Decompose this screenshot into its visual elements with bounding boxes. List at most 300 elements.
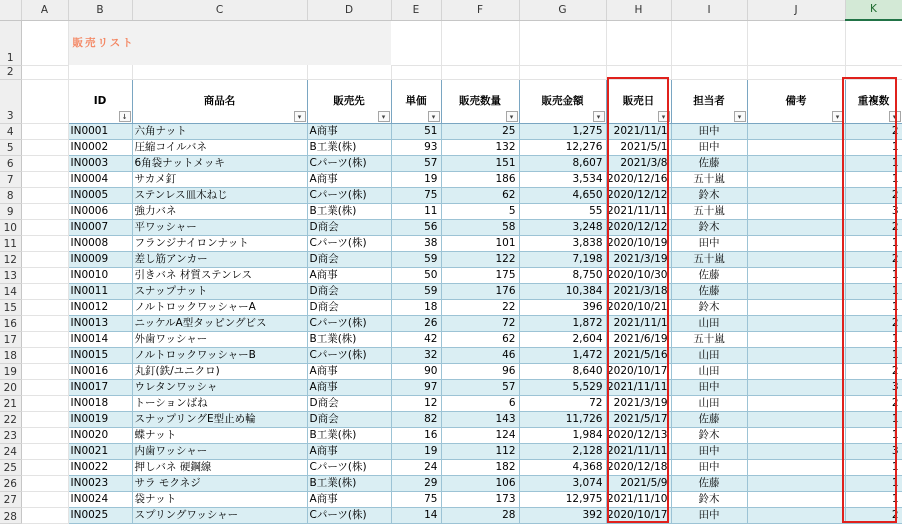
cell-unit-price[interactable]: 50: [391, 267, 441, 283]
cell-sale-date[interactable]: 2020/12/12: [606, 219, 671, 235]
cell-customer[interactable]: A商事: [307, 123, 391, 139]
cell-id[interactable]: IN0019: [68, 411, 132, 427]
cell-id[interactable]: IN0006: [68, 203, 132, 219]
filter-dropdown-button[interactable]: ▾: [506, 111, 518, 122]
cell-sale-date[interactable]: 2021/5/16: [606, 347, 671, 363]
cell-empty[interactable]: [21, 203, 68, 219]
cell-staff[interactable]: 山田: [671, 315, 747, 331]
cell-unit-price[interactable]: 38: [391, 235, 441, 251]
cell-customer[interactable]: Cパーツ(株): [307, 347, 391, 363]
cell-staff[interactable]: 五十嵐: [671, 203, 747, 219]
cell-empty[interactable]: [21, 331, 68, 347]
cell-staff[interactable]: 五十嵐: [671, 331, 747, 347]
cell-product[interactable]: サカメ釘: [132, 171, 307, 187]
cell-quantity[interactable]: 101: [441, 235, 519, 251]
column-header-f[interactable]: F: [441, 0, 519, 20]
cell-amount[interactable]: 1,872: [519, 315, 606, 331]
cell-note[interactable]: [747, 475, 845, 491]
cell-unit-price[interactable]: 42: [391, 331, 441, 347]
cell-customer[interactable]: A商事: [307, 267, 391, 283]
cell-staff[interactable]: 鈴木: [671, 219, 747, 235]
cell-quantity[interactable]: 176: [441, 283, 519, 299]
cell-staff[interactable]: 田中: [671, 235, 747, 251]
cell-unit-price[interactable]: 82: [391, 411, 441, 427]
cell-staff[interactable]: 鈴木: [671, 491, 747, 507]
cell-empty[interactable]: [21, 507, 68, 523]
cell-empty[interactable]: [21, 299, 68, 315]
header-sale-date[interactable]: 販売日 ▾: [606, 79, 671, 123]
cell-customer[interactable]: D商会: [307, 299, 391, 315]
cell-note[interactable]: [747, 299, 845, 315]
filter-dropdown-button[interactable]: ▾: [428, 111, 440, 122]
column-header-e[interactable]: E: [391, 0, 441, 20]
cell-id[interactable]: IN0023: [68, 475, 132, 491]
row-header[interactable]: 21: [0, 395, 21, 411]
cell-amount[interactable]: 12,276: [519, 139, 606, 155]
cell-sale-date[interactable]: 2020/10/19: [606, 235, 671, 251]
cell-amount[interactable]: 3,248: [519, 219, 606, 235]
cell-product[interactable]: 蝶ナット: [132, 427, 307, 443]
cell-amount[interactable]: 8,750: [519, 267, 606, 283]
cell-quantity[interactable]: 173: [441, 491, 519, 507]
cell-customer[interactable]: Cパーツ(株): [307, 459, 391, 475]
cell-amount[interactable]: 8,607: [519, 155, 606, 171]
row-header[interactable]: 10: [0, 219, 21, 235]
cell-id[interactable]: IN0011: [68, 283, 132, 299]
cell-duplicate-count[interactable]: 1: [845, 411, 902, 427]
cell-customer[interactable]: A商事: [307, 171, 391, 187]
cell-quantity[interactable]: 143: [441, 411, 519, 427]
cell-product[interactable]: 6角袋ナットメッキ: [132, 155, 307, 171]
filter-dropdown-button[interactable]: ▾: [378, 111, 390, 122]
cell-empty[interactable]: [21, 155, 68, 171]
cell-quantity[interactable]: 62: [441, 187, 519, 203]
cell-quantity[interactable]: 46: [441, 347, 519, 363]
cell-product[interactable]: スナップナット: [132, 283, 307, 299]
cell-quantity[interactable]: 6: [441, 395, 519, 411]
cell-product[interactable]: 押しバネ 硬鋼線: [132, 459, 307, 475]
cell-sale-date[interactable]: 2021/3/18: [606, 283, 671, 299]
cell-quantity[interactable]: 72: [441, 315, 519, 331]
cell-id[interactable]: IN0005: [68, 187, 132, 203]
cell-id[interactable]: IN0002: [68, 139, 132, 155]
cell-id[interactable]: IN0024: [68, 491, 132, 507]
cell-amount[interactable]: 8,640: [519, 363, 606, 379]
row-header[interactable]: 26: [0, 475, 21, 491]
cell-duplicate-count[interactable]: 2: [845, 187, 902, 203]
cell-sale-date[interactable]: 2021/3/8: [606, 155, 671, 171]
column-header-k[interactable]: K: [845, 0, 902, 20]
cell-quantity[interactable]: 28: [441, 507, 519, 523]
cell-duplicate-count[interactable]: 3: [845, 203, 902, 219]
cell-amount[interactable]: 3,534: [519, 171, 606, 187]
cell-note[interactable]: [747, 507, 845, 523]
cell-note[interactable]: [747, 347, 845, 363]
cell-empty[interactable]: [21, 459, 68, 475]
cell-quantity[interactable]: 57: [441, 379, 519, 395]
header-id[interactable]: ID ↓: [68, 79, 132, 123]
cell-staff[interactable]: 田中: [671, 123, 747, 139]
cell-empty[interactable]: [21, 363, 68, 379]
cell-product[interactable]: 丸釘(鉄/ユニクロ): [132, 363, 307, 379]
cell-sale-date[interactable]: 2020/10/17: [606, 507, 671, 523]
cell-product[interactable]: 袋ナット: [132, 491, 307, 507]
cell-id[interactable]: IN0013: [68, 315, 132, 331]
cell-unit-price[interactable]: 97: [391, 379, 441, 395]
cell-sale-date[interactable]: 2021/5/17: [606, 411, 671, 427]
cell-amount[interactable]: 1,984: [519, 427, 606, 443]
cell-duplicate-count[interactable]: 1: [845, 459, 902, 475]
cell-empty[interactable]: [21, 395, 68, 411]
cell-empty[interactable]: [21, 315, 68, 331]
row-header[interactable]: 5: [0, 139, 21, 155]
cell-note[interactable]: [747, 219, 845, 235]
cell-duplicate-count[interactable]: 1: [845, 283, 902, 299]
cell-note[interactable]: [747, 427, 845, 443]
cell-sale-date[interactable]: 2020/12/16: [606, 171, 671, 187]
cell-product[interactable]: フランジナイロンナット: [132, 235, 307, 251]
cell-duplicate-count[interactable]: 1: [845, 331, 902, 347]
cell-quantity[interactable]: 151: [441, 155, 519, 171]
cell-unit-price[interactable]: 19: [391, 443, 441, 459]
cell-amount[interactable]: 4,650: [519, 187, 606, 203]
cell-id[interactable]: IN0025: [68, 507, 132, 523]
cell-id[interactable]: IN0009: [68, 251, 132, 267]
cell-customer[interactable]: D商会: [307, 251, 391, 267]
row-header[interactable]: 23: [0, 427, 21, 443]
cell-unit-price[interactable]: 57: [391, 155, 441, 171]
cell-staff[interactable]: 田中: [671, 459, 747, 475]
cell-unit-price[interactable]: 59: [391, 251, 441, 267]
cell-unit-price[interactable]: 90: [391, 363, 441, 379]
cell-product[interactable]: ノルトロックワッシャーB: [132, 347, 307, 363]
cell-note[interactable]: [747, 203, 845, 219]
cell-note[interactable]: [747, 379, 845, 395]
cell-id[interactable]: IN0016: [68, 363, 132, 379]
row-header[interactable]: 9: [0, 203, 21, 219]
cell-duplicate-count[interactable]: 2: [845, 395, 902, 411]
cell-duplicate-count[interactable]: 1: [845, 139, 902, 155]
cell-amount[interactable]: 3,838: [519, 235, 606, 251]
cell-quantity[interactable]: 124: [441, 427, 519, 443]
row-header[interactable]: 7: [0, 171, 21, 187]
cell-id[interactable]: IN0015: [68, 347, 132, 363]
cell-staff[interactable]: 鈴木: [671, 187, 747, 203]
cell-product[interactable]: スプリングワッシャー: [132, 507, 307, 523]
cell-sale-date[interactable]: 2021/5/9: [606, 475, 671, 491]
cell-empty[interactable]: [21, 443, 68, 459]
cell-amount[interactable]: 396: [519, 299, 606, 315]
cell-duplicate-count[interactable]: 2: [845, 315, 902, 331]
filter-sort-button[interactable]: ↓: [119, 111, 131, 122]
cell-quantity[interactable]: 96: [441, 363, 519, 379]
cell-quantity[interactable]: 186: [441, 171, 519, 187]
cell-unit-price[interactable]: 51: [391, 123, 441, 139]
cell-amount[interactable]: 4,368: [519, 459, 606, 475]
cell-duplicate-count[interactable]: 3: [845, 443, 902, 459]
cell-quantity[interactable]: 175: [441, 267, 519, 283]
cell-note[interactable]: [747, 187, 845, 203]
cell-id[interactable]: IN0003: [68, 155, 132, 171]
cell-unit-price[interactable]: 16: [391, 427, 441, 443]
cell-id[interactable]: IN0014: [68, 331, 132, 347]
cell-staff[interactable]: 田中: [671, 379, 747, 395]
cell-product[interactable]: 平ワッシャー: [132, 219, 307, 235]
cell-quantity[interactable]: 5: [441, 203, 519, 219]
row-header[interactable]: 13: [0, 267, 21, 283]
filter-dropdown-button[interactable]: ▾: [889, 111, 901, 122]
column-header-d[interactable]: D: [307, 0, 391, 20]
row-header[interactable]: 28: [0, 507, 21, 523]
cell-unit-price[interactable]: 12: [391, 395, 441, 411]
row-header[interactable]: 22: [0, 411, 21, 427]
cell-staff[interactable]: 山田: [671, 363, 747, 379]
cell-duplicate-count[interactable]: 2: [845, 219, 902, 235]
cell-unit-price[interactable]: 75: [391, 187, 441, 203]
cell-unit-price[interactable]: 19: [391, 171, 441, 187]
cell-amount[interactable]: 1,472: [519, 347, 606, 363]
column-header-b[interactable]: B: [68, 0, 132, 20]
cell-customer[interactable]: D商会: [307, 283, 391, 299]
cell-empty[interactable]: [21, 347, 68, 363]
filter-dropdown-button[interactable]: ▾: [734, 111, 746, 122]
cell-id[interactable]: IN0007: [68, 219, 132, 235]
cell-quantity[interactable]: 132: [441, 139, 519, 155]
cell-staff[interactable]: 佐藤: [671, 283, 747, 299]
cell-product[interactable]: トーションばね: [132, 395, 307, 411]
cell-staff[interactable]: 田中: [671, 507, 747, 523]
cell-unit-price[interactable]: 24: [391, 459, 441, 475]
row-header[interactable]: 15: [0, 299, 21, 315]
row-header[interactable]: 11: [0, 235, 21, 251]
cell-empty[interactable]: [21, 171, 68, 187]
cell-sale-date[interactable]: 2020/10/30: [606, 267, 671, 283]
header-note[interactable]: 備考 ▾: [747, 79, 845, 123]
cell-duplicate-count[interactable]: 2: [845, 123, 902, 139]
column-header-g[interactable]: G: [519, 0, 606, 20]
cell-staff[interactable]: 田中: [671, 443, 747, 459]
cell-amount[interactable]: 7,198: [519, 251, 606, 267]
cell-empty[interactable]: [21, 139, 68, 155]
cell-duplicate-count[interactable]: 1: [845, 347, 902, 363]
cell-empty[interactable]: [21, 267, 68, 283]
cell-product[interactable]: 外歯ワッシャー: [132, 331, 307, 347]
cell-staff[interactable]: 佐藤: [671, 475, 747, 491]
header-duplicate-count[interactable]: 重複数 ▾: [845, 79, 902, 123]
cell-duplicate-count[interactable]: 1: [845, 299, 902, 315]
cell-staff[interactable]: 山田: [671, 395, 747, 411]
column-header-h[interactable]: H: [606, 0, 671, 20]
cell-amount[interactable]: 72: [519, 395, 606, 411]
column-header-i[interactable]: I: [671, 0, 747, 20]
cell-customer[interactable]: B工業(株): [307, 427, 391, 443]
cell-product[interactable]: 六角ナット: [132, 123, 307, 139]
cell-duplicate-count[interactable]: 1: [845, 235, 902, 251]
cell-id[interactable]: IN0012: [68, 299, 132, 315]
cell-duplicate-count[interactable]: 1: [845, 427, 902, 443]
cell-customer[interactable]: Cパーツ(株): [307, 187, 391, 203]
cell-empty[interactable]: [21, 187, 68, 203]
cell-quantity[interactable]: 122: [441, 251, 519, 267]
cell-id[interactable]: IN0008: [68, 235, 132, 251]
cell-customer[interactable]: B工業(株): [307, 331, 391, 347]
row-header[interactable]: 6: [0, 155, 21, 171]
row-header[interactable]: 24: [0, 443, 21, 459]
cell-quantity[interactable]: 106: [441, 475, 519, 491]
cell-unit-price[interactable]: 14: [391, 507, 441, 523]
cell-unit-price[interactable]: 11: [391, 203, 441, 219]
cell-amount[interactable]: 55: [519, 203, 606, 219]
cell-sale-date[interactable]: 2020/10/21: [606, 299, 671, 315]
cell-duplicate-count[interactable]: 1: [845, 267, 902, 283]
cell-note[interactable]: [747, 235, 845, 251]
cell-customer[interactable]: Cパーツ(株): [307, 235, 391, 251]
cell-customer[interactable]: D商会: [307, 219, 391, 235]
cell-quantity[interactable]: 22: [441, 299, 519, 315]
cell-unit-price[interactable]: 56: [391, 219, 441, 235]
filter-dropdown-button[interactable]: ▾: [294, 111, 306, 122]
header-staff[interactable]: 担当者 ▾: [671, 79, 747, 123]
cell-customer[interactable]: D商会: [307, 411, 391, 427]
cell-staff[interactable]: 鈴木: [671, 299, 747, 315]
cell-sale-date[interactable]: 2021/11/1: [606, 315, 671, 331]
cell-sale-date[interactable]: 2020/12/12: [606, 187, 671, 203]
cell-quantity[interactable]: 25: [441, 123, 519, 139]
cell-unit-price[interactable]: 59: [391, 283, 441, 299]
cell-note[interactable]: [747, 251, 845, 267]
cell-sale-date[interactable]: 2021/11/11: [606, 203, 671, 219]
cell-empty[interactable]: [21, 491, 68, 507]
header-quantity[interactable]: 販売数量 ▾: [441, 79, 519, 123]
row-header[interactable]: 19: [0, 363, 21, 379]
cell-staff[interactable]: 田中: [671, 139, 747, 155]
cell-amount[interactable]: 3,074: [519, 475, 606, 491]
filter-dropdown-button[interactable]: ▾: [832, 111, 844, 122]
cell-staff[interactable]: 鈴木: [671, 427, 747, 443]
cell-sale-date[interactable]: 2020/12/13: [606, 427, 671, 443]
cell-duplicate-count[interactable]: 2: [845, 363, 902, 379]
cell-sale-date[interactable]: 2021/11/11: [606, 379, 671, 395]
cell-customer[interactable]: D商会: [307, 395, 391, 411]
cell-note[interactable]: [747, 171, 845, 187]
cell-sale-date[interactable]: 2021/11/11: [606, 443, 671, 459]
cell-empty[interactable]: [21, 219, 68, 235]
cell-unit-price[interactable]: 29: [391, 475, 441, 491]
cell-empty[interactable]: [21, 379, 68, 395]
cell-product[interactable]: ニッケルA型タッピングビス: [132, 315, 307, 331]
cell-note[interactable]: [747, 411, 845, 427]
cell-product[interactable]: ノルトロックワッシャーA: [132, 299, 307, 315]
row-header[interactable]: 14: [0, 283, 21, 299]
cell-id[interactable]: IN0022: [68, 459, 132, 475]
cell-id[interactable]: IN0018: [68, 395, 132, 411]
cell-quantity[interactable]: 62: [441, 331, 519, 347]
cell-duplicate-count[interactable]: 1: [845, 155, 902, 171]
cell-customer[interactable]: A商事: [307, 363, 391, 379]
cell-amount[interactable]: 10,384: [519, 283, 606, 299]
cell-id[interactable]: IN0010: [68, 267, 132, 283]
row-header[interactable]: 18: [0, 347, 21, 363]
cell-product[interactable]: ステンレス皿木ねじ: [132, 187, 307, 203]
cell-amount[interactable]: 392: [519, 507, 606, 523]
cell-amount[interactable]: 2,128: [519, 443, 606, 459]
cell-product[interactable]: 引きバネ 材質ステンレス: [132, 267, 307, 283]
cell-empty[interactable]: [21, 235, 68, 251]
cell-sale-date[interactable]: 2020/12/18: [606, 459, 671, 475]
cell-note[interactable]: [747, 459, 845, 475]
cell-quantity[interactable]: 58: [441, 219, 519, 235]
cell-note[interactable]: [747, 155, 845, 171]
row-header[interactable]: 12: [0, 251, 21, 267]
cell-amount[interactable]: 2,604: [519, 331, 606, 347]
header-customer[interactable]: 販売先 ▾: [307, 79, 391, 123]
cell-empty[interactable]: [21, 283, 68, 299]
row-header[interactable]: 27: [0, 491, 21, 507]
cell-id[interactable]: IN0001: [68, 123, 132, 139]
cell-product[interactable]: 圧縮コイルバネ: [132, 139, 307, 155]
column-header-c[interactable]: C: [132, 0, 307, 20]
cell-staff[interactable]: 佐藤: [671, 411, 747, 427]
cell-duplicate-count[interactable]: 1: [845, 475, 902, 491]
cell-product[interactable]: 内歯ワッシャー: [132, 443, 307, 459]
cell-id[interactable]: IN0021: [68, 443, 132, 459]
cell-amount[interactable]: 11,726: [519, 411, 606, 427]
cell-id[interactable]: IN0004: [68, 171, 132, 187]
cell-note[interactable]: [747, 363, 845, 379]
cell-note[interactable]: [747, 395, 845, 411]
cell-duplicate-count[interactable]: 1: [845, 171, 902, 187]
cell-sale-date[interactable]: 2021/6/19: [606, 331, 671, 347]
cell-product[interactable]: ウレタンワッシャ: [132, 379, 307, 395]
row-header[interactable]: 20: [0, 379, 21, 395]
cell-note[interactable]: [747, 443, 845, 459]
cell-product[interactable]: スナップリングE型止め輪: [132, 411, 307, 427]
cell-customer[interactable]: B工業(株): [307, 203, 391, 219]
cell-empty[interactable]: [21, 123, 68, 139]
row-header[interactable]: 16: [0, 315, 21, 331]
header-unit-price[interactable]: 単価 ▾: [391, 79, 441, 123]
cell-id[interactable]: IN0020: [68, 427, 132, 443]
cell-product[interactable]: 強力バネ: [132, 203, 307, 219]
sheet-title[interactable]: 販売リスト: [68, 20, 391, 65]
row-header[interactable]: 8: [0, 187, 21, 203]
cell-sale-date[interactable]: 2020/10/17: [606, 363, 671, 379]
cell-note[interactable]: [747, 315, 845, 331]
cell-duplicate-count[interactable]: 1: [845, 491, 902, 507]
cell-amount[interactable]: 12,975: [519, 491, 606, 507]
cell-staff[interactable]: 五十嵐: [671, 171, 747, 187]
cell-staff[interactable]: 五十嵐: [671, 251, 747, 267]
header-product[interactable]: 商品名 ▾: [132, 79, 307, 123]
cell-customer[interactable]: B工業(株): [307, 475, 391, 491]
cell-sale-date[interactable]: 2021/11/10: [606, 491, 671, 507]
cell-customer[interactable]: Cパーツ(株): [307, 507, 391, 523]
cell-sale-date[interactable]: 2021/11/1: [606, 123, 671, 139]
column-header-a[interactable]: A: [21, 0, 68, 20]
cell-staff[interactable]: 佐藤: [671, 155, 747, 171]
cell-product[interactable]: サラ モクネジ: [132, 475, 307, 491]
filter-dropdown-button[interactable]: ▾: [658, 111, 670, 122]
cell-empty[interactable]: [21, 251, 68, 267]
cell-sale-date[interactable]: 2021/3/19: [606, 251, 671, 267]
cell-unit-price[interactable]: 26: [391, 315, 441, 331]
cell-id[interactable]: IN0017: [68, 379, 132, 395]
cell-note[interactable]: [747, 283, 845, 299]
cell-note[interactable]: [747, 491, 845, 507]
cell-unit-price[interactable]: 18: [391, 299, 441, 315]
select-all-corner[interactable]: [0, 0, 21, 20]
cell-note[interactable]: [747, 267, 845, 283]
